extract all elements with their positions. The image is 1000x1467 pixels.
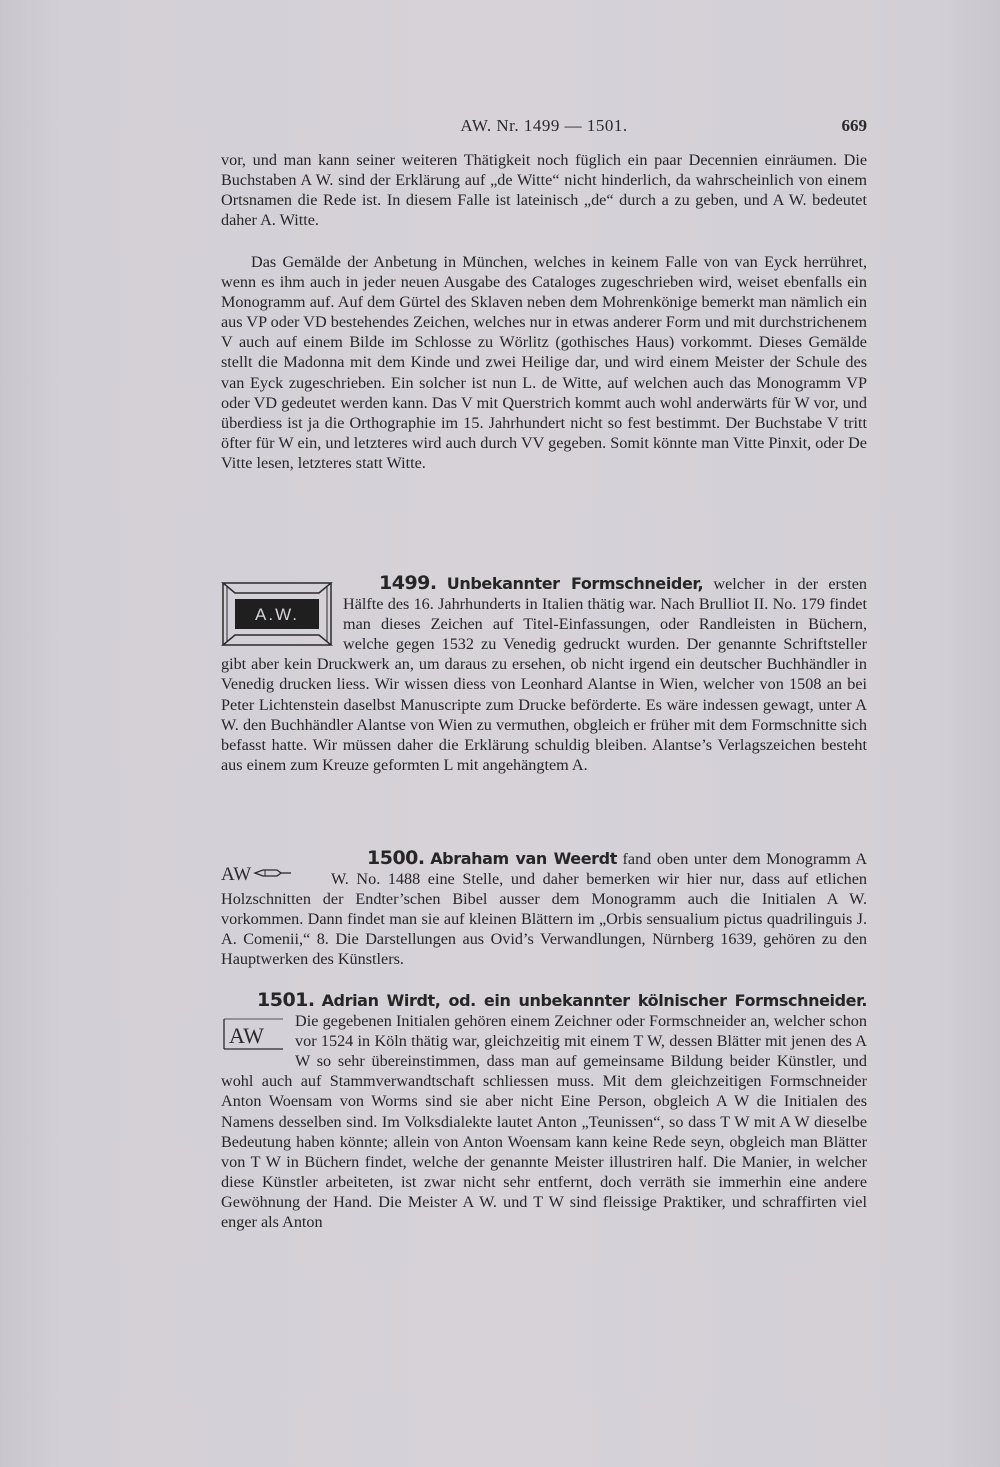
intro-text-2: Das Gemälde der Anbetung in München, welches in keinem Falle von van Eyck herrühret, wenn es ihm auch in jeder neuen Ausgabe des Cataloges zugeschrieben wird, weiset ebenfalls ein Monogramm auf. Auf dem Gürtel des Sklaven neben dem Mohrenkönige bemerkt man nämlich ein aus VP oder VD bestehendes Zeichen, welches nur in etwas anderer Form und mit durchstrichenem V auch auf einem Bilde im Schlosse zu Wörlitz (gothisches Haus) vorkommt. Dieses Gemälde stellt die Madonna mit dem Kinde und zwei Heilige dar, und wird einem Meister der Schule des van Eyck zugeschrieben. Ein solcher ist nun L. de Witte, auf welchen auch das Monogramm VP oder VD gedeutet werden kann. Das V mit Querstrich kommt auch wohl anderwärts für W vor, und überdiess ist ja die Orthographie im 15. Jahrhundert nicht so fest bestimmt. Der Buchstabe V tritt öfter für W ein, und letzteres wird auch durch VV gegeben. Somit könnte man Vitte Pinxit, oder De Vitte lesen, letzteres statt Witte.	[221, 253, 867, 472]
monogram-box-aw	[221, 579, 333, 649]
monogram-aw-with-knife	[221, 860, 321, 886]
running-title: AW. Nr. 1499 — 1501.	[460, 116, 628, 135]
entry-1501	[221, 990, 867, 1232]
entry-text: welcher in der ersten Hälfte des 16. Jahrhunderts in Italien thätig war. Nach Brulliot II. No. 179 findet man dieses Zeichen auf Titel-Einfassungen, oder Randleisten in Büchern, welche gegen 1532 zu Venedig gedruckt wurden. Der genannte Schriftsteller gibt aber kein Druckwerk an, um daraus zu ersehen, ob nicht irgend ein deutscher Buchhändler in Venedig drucken liess. Wir wissen diess von Leonhard Alantse in Wien, welcher von 1508 an bei Peter Lichtenstein daselbst Manuscripte zum Drucke beförderte. Es wäre indessen gewagt, unter A W. den Buchhändler Alantse von Wien zu vermuthen, obgleich er früher mit dem Formschnitte sich befasst hatte. Wir müssen daher die Erklärung schuldig bleiben. Alantse’s Verlagszeichen besteht aus einem zum Kreuze geformten L mit angehängtem A.	[221, 575, 867, 774]
knife-monogram-icon	[221, 860, 321, 886]
boxed-monogram-icon	[221, 1015, 287, 1053]
entry-number: 1499.	[379, 572, 437, 594]
monogram-label: A.W.	[255, 605, 299, 624]
entry-text: fand oben unter dem Monogramm A W. No. 1488 eine Stelle, und daher bemerken wir hier nur, dass auf etlichen Holzschnitten der Endter’schen Bibel ausser dem Monogramm auch die Initialen A W. vorkommen. Dann findet man sie auf kleinen Blättern im „Orbis sensualium pictus quadrilinguis J. A. Comenii,“ 8. Die Darstellungen aus Ovid’s Verwandlungen, Nürnberg 1639, gehören zu den Hauptwerken des Künstlers.	[221, 850, 868, 969]
entry-1499	[221, 573, 867, 775]
entry-title: Adrian Wirdt, od. ein unbekannter kölnischer Formschneider.	[321, 991, 867, 1010]
monogram-letters: AW	[229, 1023, 264, 1049]
monogram-aw-boxed	[221, 1015, 287, 1053]
entry-1500	[221, 848, 867, 970]
entry-number: 1501.	[257, 989, 315, 1011]
entry-text: Die gegebenen Initialen gehören einem Zeichner oder Formschneider an, welcher schon vor 1524 in Köln thätig war, gleichzeitig mit einem T W, dessen Blätter mit jenen des A W so sehr übereinstimmen, dass man auf gemeinsame Bildung beider Künstler, und wohl auch auf Stammverwandtschaft schliessen muss. Mit dem gleichzeitigen Formschneider Anton Woensam von Worms sind sie aber nicht Eine Person, obgleich A W die Initialen des Namens desselben sind. Im Volksdialekte lautet Anton „Teunissen“, so dass T W mit A W dieselbe Bedeutung haben könnte; allein von Anton Woensam kann keine Rede seyn, obgleich man Blätter von T W in Büchern findet, welche der genannte Meister illustriren half. Die Manier, in welcher diese Künstler arbeiteten, ist zwar nicht sehr entfernt, doch verräth sie immerhin eine andere Gewöhnung der Hand. Die Meister A W. und T W sind fleissige Praktiker, und schraffirten viel enger als Anton	[221, 1012, 867, 1232]
entry-title: Unbekannter Formschneider,	[446, 574, 704, 593]
entry-number: 1500.	[367, 847, 425, 869]
intro-paragraph-1	[221, 150, 867, 230]
running-header	[221, 116, 867, 138]
intro-text-1: vor, und man kann seiner weiteren Thätigkeit noch füglich ein paar Decennien einräumen. Die Buchstaben A W. sind der Erklärung auf „de Witte“ nicht hinderlich, da wahrscheinlich von einem Ortsnamen die Rede ist. In diesem Falle ist lateinisch „de“ durch a zu geben, und A W. bedeutet daher A. Witte.	[221, 151, 867, 230]
page-number: 669	[841, 116, 867, 135]
intro-paragraph-2	[221, 252, 867, 473]
entry-title: Abraham van Weerdt	[430, 849, 617, 868]
monogram-letters: AW	[221, 864, 252, 885]
monogram-frame-icon	[221, 579, 333, 649]
